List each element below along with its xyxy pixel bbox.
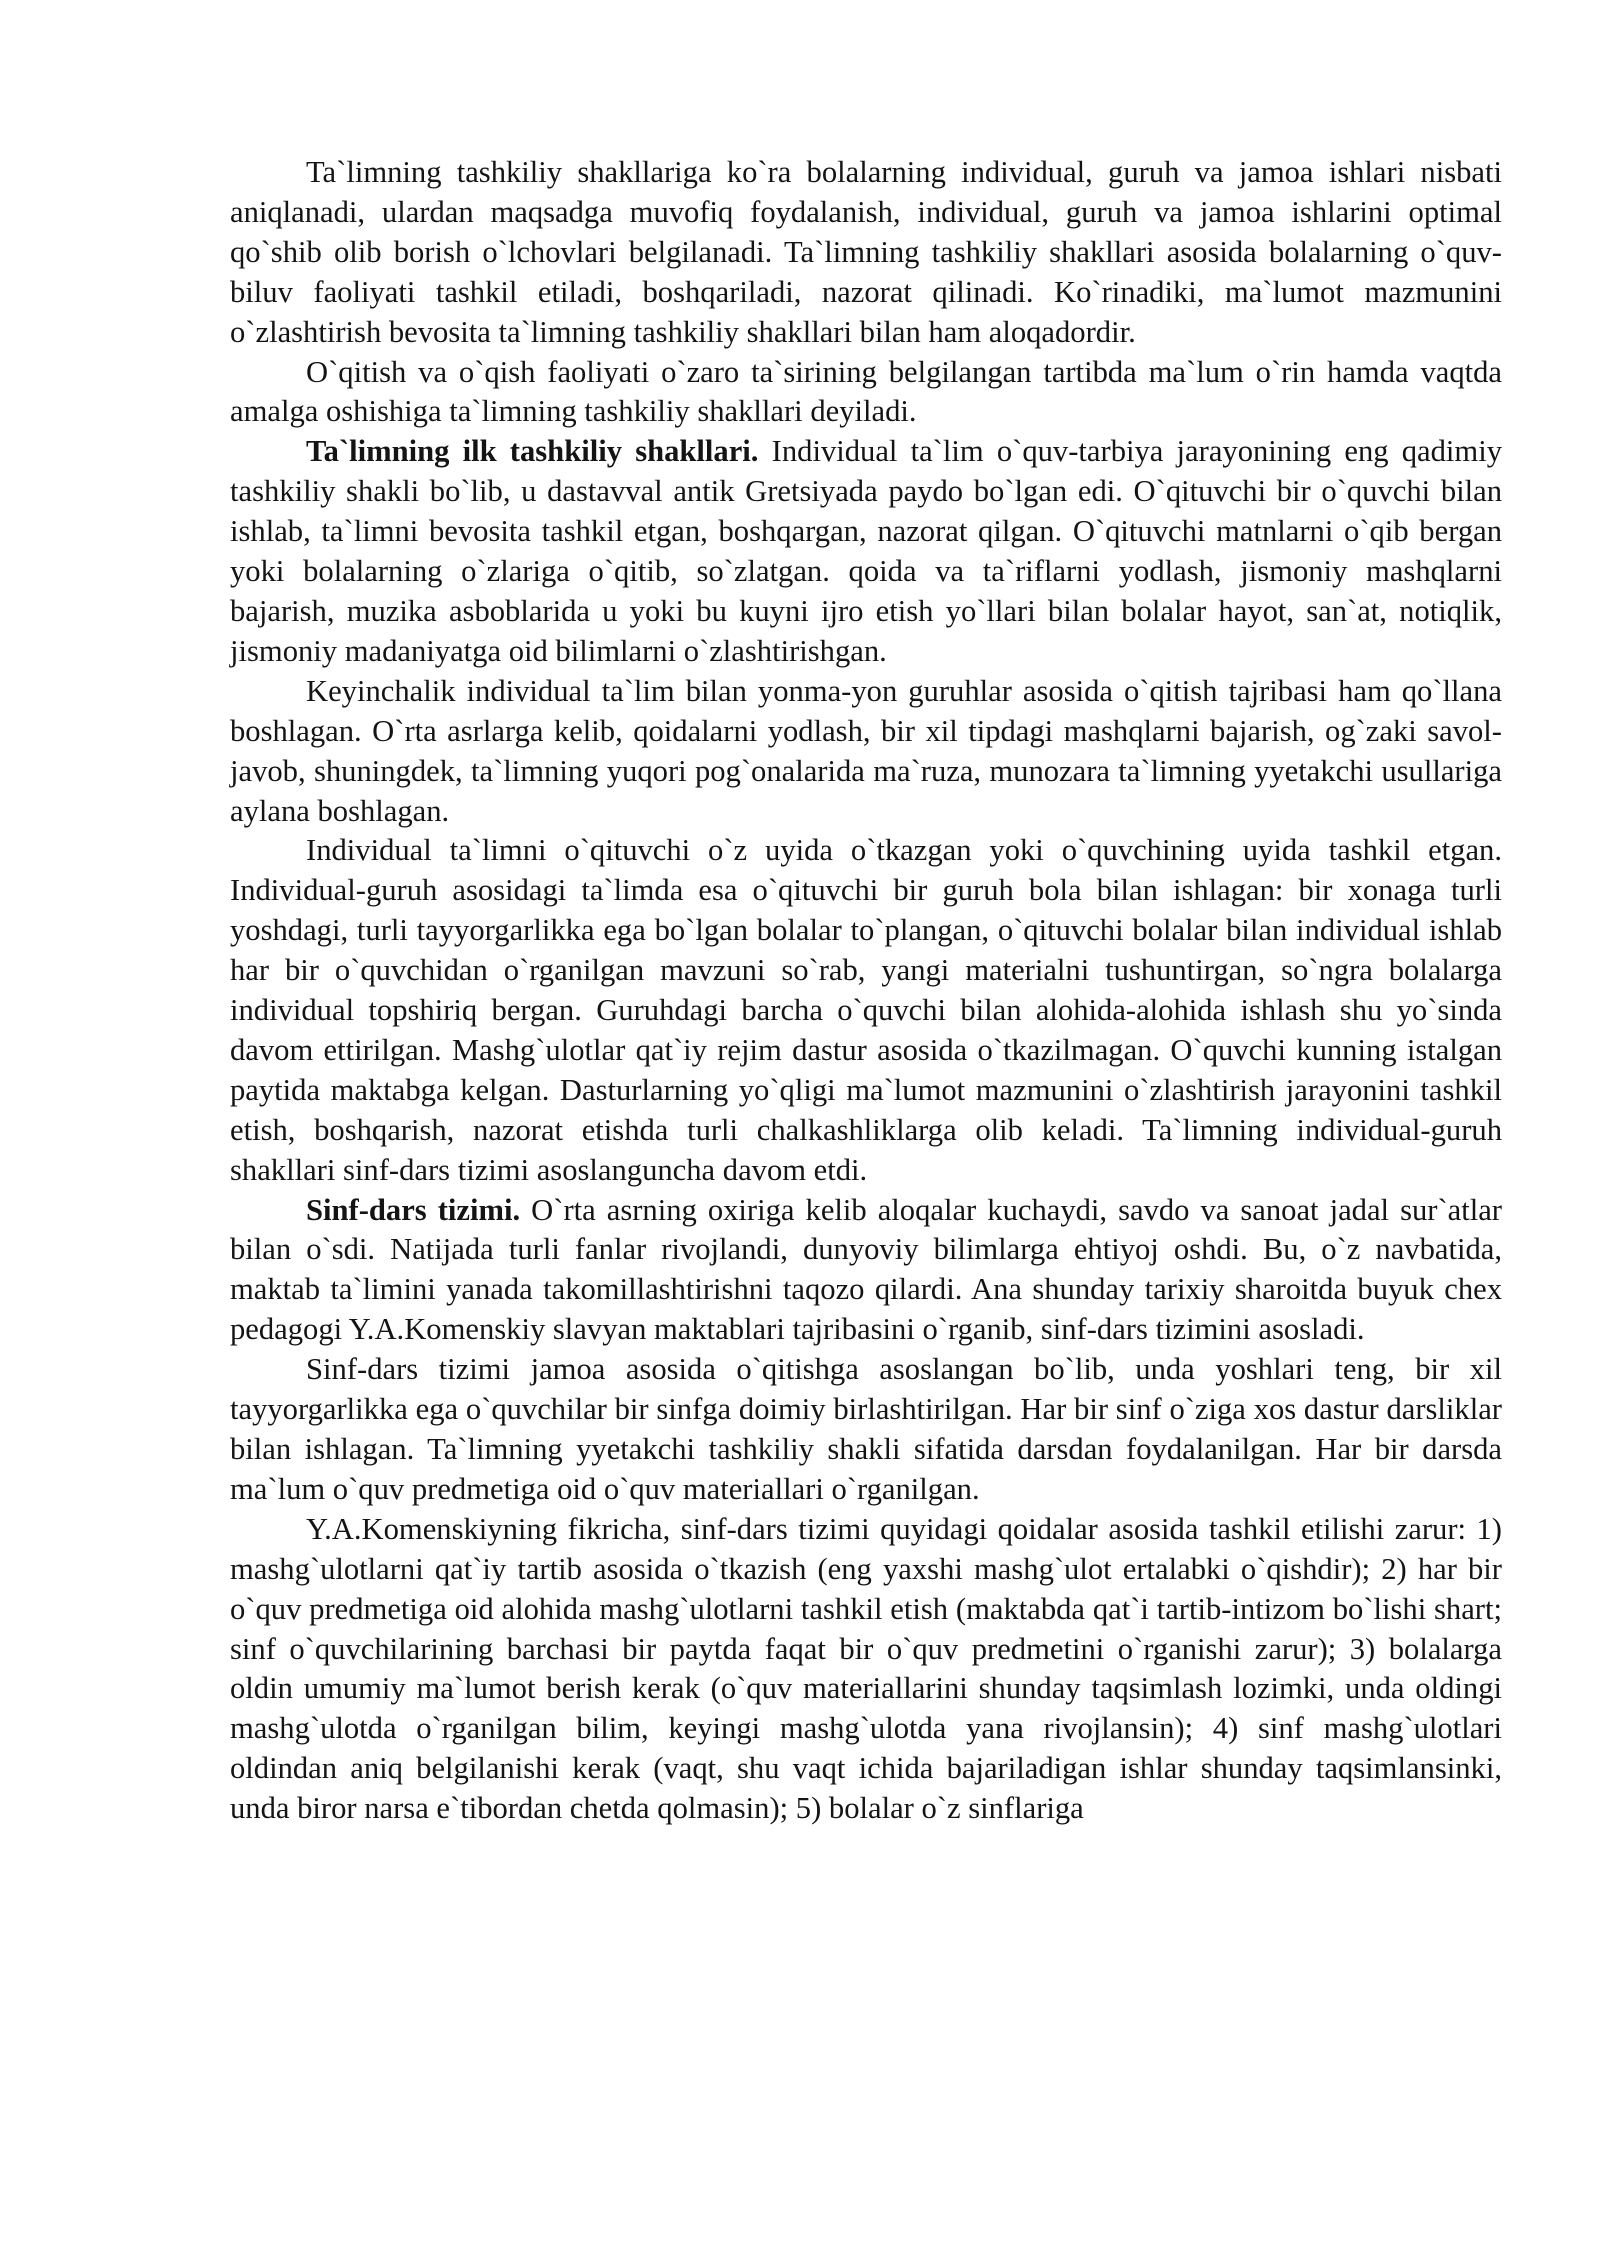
document-body xyxy=(230,153,1502,1829)
paragraph-7 xyxy=(230,1350,1502,1510)
paragraph-text: Ta`limning tashkiliy shakllariga ko`ra bolalarning individual, guruh va jamoa ishlari nisbati aniqlanadi, ulardan maqsadga muvofiq foydalanish, individual, guruh va jamoa ishlarini optimal qo`shib olib borish o`lchovlari belgilanadi. Ta`limning tashkiliy shakllari asosida bolalarning o`quv-biluv faoliyati tashkil etiladi, boshqariladi, nazorat qilinadi. Ko`rinadiki, ma`lumot mazmunini o`zlashtirish bevosita ta`limning tashkiliy shakllari bilan ham aloqadordir. xyxy=(230,155,1502,349)
paragraph-6 xyxy=(230,1191,1502,1351)
section-heading-ilk-shakllari: Ta`limning ilk tashkiliy shakllari. xyxy=(306,434,759,469)
paragraph-text: Keyinchalik individual ta`lim bilan yonma-yon guruhlar asosida o`qitish tajribasi ham qo`llana boshlagan. O`rta asrlarga kelib, qoidalarni yodlash, bir xil tipdagi mashqlarni bajarish, og`zaki savol-javob, shuningdek, ta`limning yuqori pog`onalarida ma`ruza, munozara ta`limning yyetakchi usullariga aylana boshlagan. xyxy=(230,673,1502,828)
paragraph-1 xyxy=(230,153,1502,353)
paragraph-text: Individual ta`lim o`quv-tarbiya jarayonining eng qadimiy tashkiliy shakli bo`lib, u dastavval antik Gretsiyada paydo bo`lgan edi. O`qituvchi bir o`quvchi bilan ishlab, ta`limni bevosita tashkil etgan, boshqargan, nazorat qilgan. O`qituvchi matnlarni o`qib bergan yoki bolalarning o`zlariga o`qitib, so`zlatgan. qoida va ta`riflarni yodlash, jismoniy mashqlarni bajarish, muzika asboblarida u yoki bu kuyni ijro etish yo`llari bilan bolalar hayot, san`at, notiqlik, jismoniy madaniyatga oid bilimlarni o`zlashtirishgan. xyxy=(230,434,1503,668)
section-heading-sinf-dars: Sinf-dars tizimi. xyxy=(306,1192,521,1227)
paragraph-8 xyxy=(230,1510,1502,1829)
paragraph-3 xyxy=(230,432,1502,671)
paragraph-text: Individual ta`limni o`qituvchi o`z uyida o`tkazgan yoki o`quvchining uyida tashkil etgan. Individual-guruh asosidagi ta`limda esa o`qituvchi bir guruh bola bilan ishlagan: bir xonaga turli yoshdagi, turli tayyorgarlikka ega bo`lgan bolalar to`plangan, o`qituvchi bolalar bilan individual ishlab har bir o`quvchidan o`rganilgan mavzuni so`rab, yangi materialni tushuntirgan, so`ngra bolalarga individual topshiriq bergan. Guruhdagi barcha o`quvchi bilan alohida-alohida ishlash shu yo`sinda davom ettirilgan. Mashg`ulotlar qat`iy rejim dastur asosida o`tkazilmagan. O`quvchi kunning istalgan paytida maktabga kelgan. Dasturlarning yo`qligi ma`lumot mazmunini o`zlashtirish jarayonini tashkil etish, boshqarish, nazorat etishda turli chalkashliklarga olib keladi. Ta`limning individual-guruh shakllari sinf-dars tizimi asoslanguncha davom etdi. xyxy=(230,833,1502,1187)
paragraph-2 xyxy=(230,353,1502,433)
paragraph-text: Y.A.Komenskiyning fikricha, sinf-dars tizimi quyidagi qoidalar asosida tashkil etilishi zarur: 1) mashg`ulotlarni qat`iy tartib asosida o`tkazish (eng yaxshi mashg`ulot ertalabki o`qishdir); 2) har bir o`quv predmetiga oid alohida mashg`ulotlarni tashkil etish (maktabda qat`i tartib-intizom bo`lishi shart; sinf o`quvchilarining barchasi bir paytda faqat bir o`quv predmetini o`rganishi zarur); 3) bolalarga oldin umumiy ma`lumot berish kerak (o`quv materiallarini shunday taqsimlash lozimki, unda oldingi mashg`ulotda o`rganilgan bilim, keyingi mashg`ulotda yana rivojlansin); 4) sinf mashg`ulotlari oldindan aniq belgilanishi kerak (vaqt, shu vaqt ichida bajariladigan ishlar shunday taqsimlansinki, unda biror narsa e`tibordan chetda qolmasin); 5) bolalar o`z sinflariga xyxy=(230,1511,1502,1826)
paragraph-text: O`rta asrning oxiriga kelib aloqalar kuchaydi, savdo va sanoat jadal sur`atlar bilan o`sdi. Natijada turli fanlar rivojlandi, dunyoviy bilimlarga ehtiyoj oshdi. Bu, o`z navbatida, maktab ta`limini yanada takomillashtirishni taqozo qilardi. Ana shunday tarixiy sharoitda buyuk chex pedagogi Y.A.Komenskiy slavyan maktablari tajribasini o`rganib, sinf-dars tizimini asosladi. xyxy=(230,1192,1502,1347)
paragraph-5 xyxy=(230,831,1502,1190)
paragraph-text: O`qitish va o`qish faoliyati o`zaro ta`sirining belgilangan tartibda ma`lum o`rin hamda vaqtda amalga oshishiga ta`limning tashkiliy shakllari deyiladi. xyxy=(230,354,1502,429)
paragraph-text: Sinf-dars tizimi jamoa asosida o`qitishga asoslangan bo`lib, unda yoshlari teng, bir xil tayyorgarlikka ega o`quvchilar bir sinfga doimiy birlashtirilgan. Har bir sinf o`ziga xos dastur darsliklar bilan ishlagan. Ta`limning yyetakchi tashkiliy shakli sifatida darsdan foydalanilgan. Har bir darsda ma`lum o`quv predmetiga oid o`quv materiallari o`rganilgan. xyxy=(230,1352,1502,1506)
paragraph-4 xyxy=(230,672,1502,832)
